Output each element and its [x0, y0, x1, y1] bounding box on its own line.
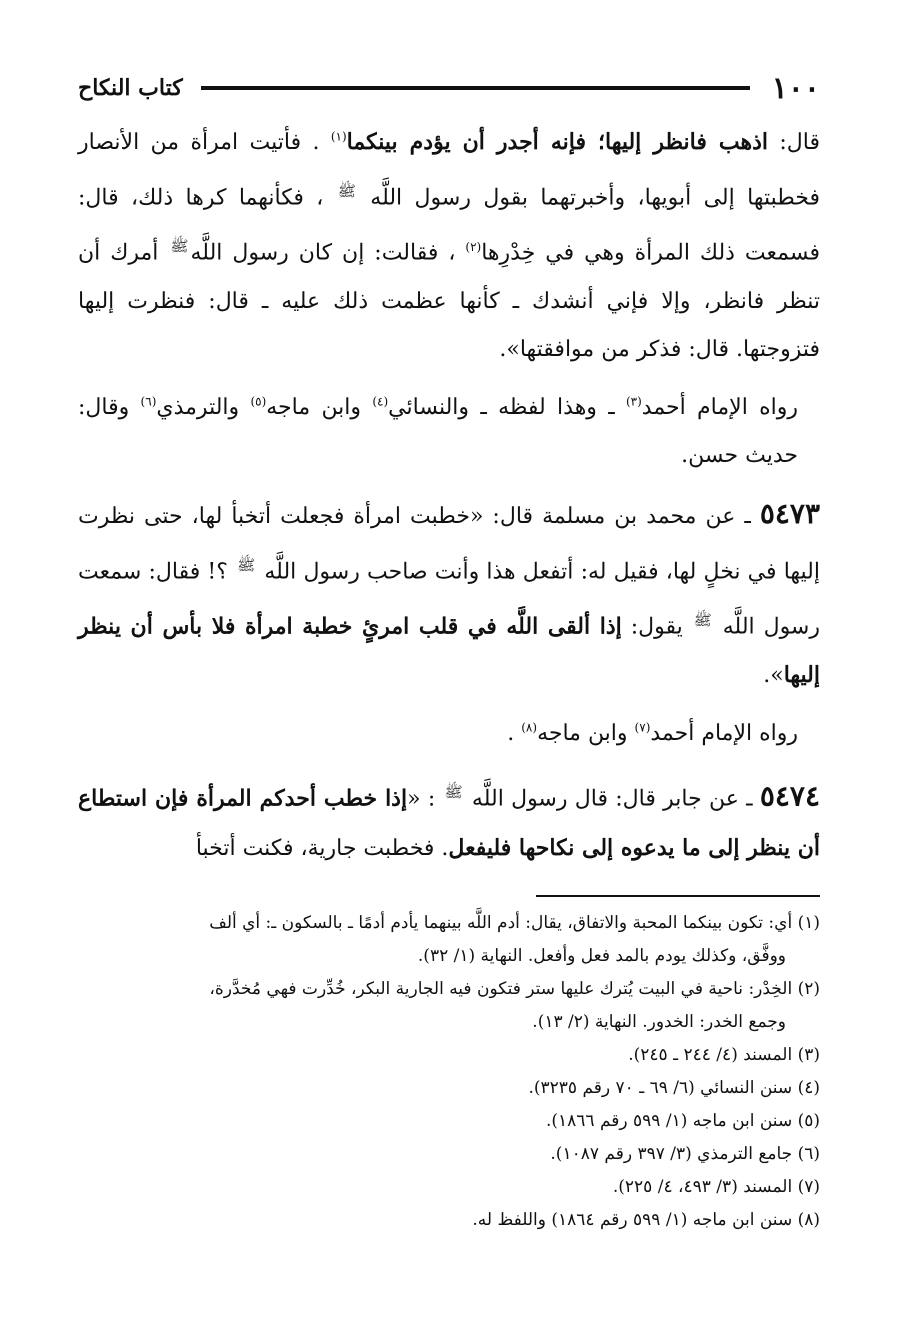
- footnote-ref-1: (١): [330, 129, 347, 144]
- text-fragment: وقال: حديث حسن.: [78, 394, 798, 468]
- salutation-glyph: ﷺ: [237, 555, 256, 574]
- text-fragment: . فخطبت جارية، فكنت أتخبأ: [195, 835, 449, 861]
- hadith-5473: [78, 490, 820, 701]
- footnote-text: ووفَّق، وكذلك يودم بالمد فعل وأفعل. النهاية (١/ ٣٢).: [417, 945, 786, 966]
- salutation-glyph: ﷺ: [337, 182, 356, 200]
- hadith-5474: [78, 768, 820, 872]
- footnote-2: [78, 973, 820, 1039]
- prophet-quote: اذهب فانظر إليها؛ فإنه أجدر أن يؤدم بينكما: [346, 129, 769, 155]
- footnote-6: (٦) جامع الترمذي (٣/ ٣٩٧ رقم ١٠٨٧).: [550, 1143, 820, 1164]
- text-fragment: ، فقالت: إن كان رسول اللَّه: [190, 240, 466, 266]
- footnote-3: (٣) المسند (٤/ ٢٤٤ ـ ٢٤٥).: [628, 1044, 820, 1065]
- text-fragment: رواه الإمام أحمد: [650, 721, 798, 747]
- text-fragment: ـ عن جابر قال: قال رسول اللَّه: [464, 786, 760, 812]
- hadith-number: ٥٤٧٤: [759, 779, 820, 813]
- text-fragment: والترمذي: [156, 394, 251, 420]
- main-text: [78, 118, 820, 873]
- header-rule: [201, 86, 750, 90]
- text-fragment: أمرك أن تنظر فانظر، وإلا فإني أنشدك ـ كأنها عظمت ذلك عليه ـ قال: فنظرت إليها فتزوجتها. قال: فذكر من موافقتها».: [78, 240, 820, 362]
- footnote-ref-5: (٥): [250, 394, 267, 409]
- text-fragment: وابن ماجه: [537, 721, 635, 747]
- footnote-ref-4: (٤): [372, 394, 389, 409]
- text-fragment: ؟! فقال: سمعت رسول اللَّه: [78, 558, 820, 640]
- footnote-ref-6: (٦): [140, 394, 157, 409]
- footnote-4: (٤) سنن النسائي (٦/ ٦٩ ـ ٧٠ رقم ٣٢٣٥).: [528, 1077, 820, 1098]
- footnote-8: (٨) سنن ابن ماجه (١/ ٥٩٩ رقم ١٨٦٤) واللفظ له.: [472, 1209, 820, 1230]
- footnote-7: (٧) المسند (٣/ ٤٩٣، ٤/ ٢٢٥).: [612, 1176, 820, 1197]
- footnote-text: (١) أي: تكون بينكما المحبة والاتفاق، يقال: أدم اللَّه بينهما يأدم أدمًا ـ بالسكون ـ: أي ألف: [209, 912, 820, 933]
- text-fragment: ـ عن محمد بن مسلمة قال: «خطبت امرأة فجعلت أتخبأ لها، حتى نظرت إليها في نخلٍ لها، فقيل له: أتفعل هذا وأنت صاحب رسول اللَّه: [78, 503, 820, 584]
- text-fragment: . فأتيت امرأة من الأنصار فخطبتها إلى أبويها، وأخبرتهما بقول رسول اللَّه: [78, 130, 821, 211]
- prophet-quote: إذا ألقى اللَّه في قلب امرئٍ خطبة امرأة فلا بأس أن ينظر إليها: [78, 613, 820, 689]
- salutation-glyph: ﷺ: [444, 783, 463, 802]
- footnote-1: [78, 907, 820, 973]
- salutation-glyph: ﷺ: [170, 237, 189, 256]
- text-fragment: .: [507, 721, 522, 747]
- text-fragment: رواه الإمام أحمد: [641, 394, 798, 420]
- text-fragment: وابن ماجه: [266, 394, 373, 420]
- footnotes: [78, 907, 820, 1237]
- page-header: [78, 66, 820, 110]
- salutation-glyph: ﷺ: [693, 610, 712, 629]
- source-citation: [78, 710, 820, 758]
- text-fragment: ».: [763, 663, 784, 689]
- footnote-5: (٥) سنن ابن ماجه (١/ ٥٩٩ رقم ١٨٦٦).: [545, 1110, 820, 1131]
- footnote-ref-7: (٧): [634, 720, 651, 735]
- book-page: [78, 66, 820, 1237]
- text-fragment: ، فكأنهما كرها ذلك، قال: فسمعت ذلك المرأة وهي في خِدْرِها: [78, 185, 820, 266]
- footnote-text: وجمع الخدر: الخدور. النهاية (٢/ ١٣).: [532, 1011, 786, 1032]
- page-number: ١٠٠: [771, 70, 820, 106]
- text-fragment: يقول:: [621, 614, 692, 640]
- footnote-ref-8: (٨): [521, 720, 538, 735]
- text-fragment: قال:: [768, 130, 821, 155]
- footnote-ref-2: (٢): [465, 240, 482, 255]
- hadith-continuation-paragraph: [78, 118, 820, 374]
- text-fragment: ـ وهذا لفظه ـ والنسائي: [388, 394, 626, 420]
- footnote-divider: [536, 895, 820, 897]
- text-fragment: : «: [407, 786, 443, 812]
- footnote-ref-3: (٣): [625, 394, 642, 409]
- source-citation: [78, 384, 820, 480]
- prophet-quote: إذا خطب أحدكم المرأة فإن استطاع أن ينظر إلى ما يدعوه إلى نكاحها فليفعل: [78, 785, 820, 861]
- hadith-number: ٥٤٧٣: [759, 496, 820, 530]
- book-title: كتاب النكاح: [78, 75, 183, 101]
- footnote-text: (٢) الخِدْر: ناحية في البيت يُترك عليها ستر فتكون فيه الجارية البكر، خُدِّرت فهي مُخدَّرة،: [209, 978, 820, 999]
